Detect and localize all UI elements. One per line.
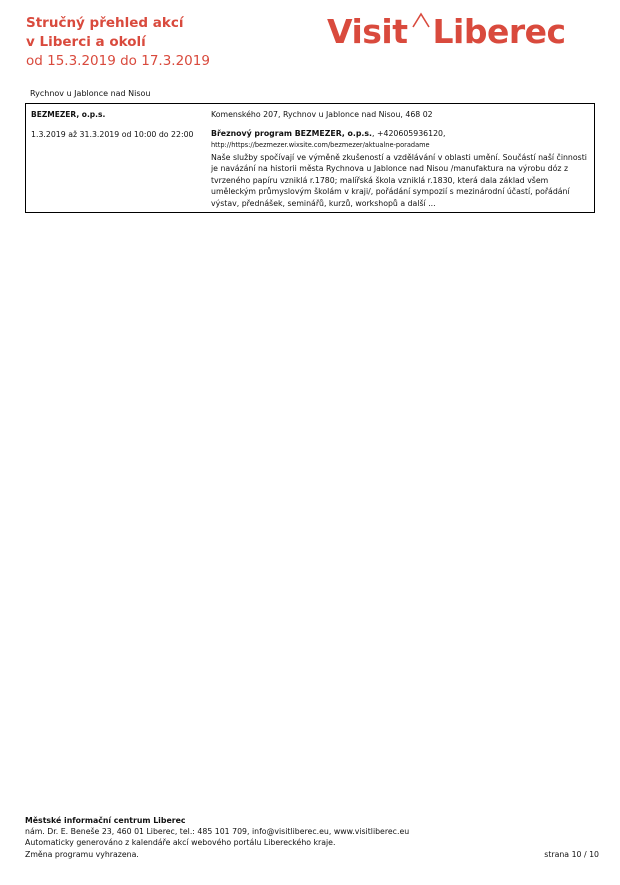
- program-phone: , +420605936120,: [372, 129, 446, 138]
- visit-liberec-logo: [327, 10, 599, 54]
- logo-word-liberec: Liberec: [432, 12, 566, 51]
- event-date: 1.3.2019 až 31.3.2019 od 10:00 do 22:00: [31, 130, 194, 139]
- event-program: [211, 129, 593, 138]
- town-heading: Rychnov u Jablonce nad Nisou: [30, 89, 151, 98]
- footer-note-generated: Automaticky generováno z kalendáře akcí webového portálu Libereckého kraje.: [25, 838, 336, 848]
- footer-address: nám. Dr. E. Beneše 23, 460 01 Liberec, tel.: 485 101 709, info@visitliberec.eu, www.visitliberec.eu: [25, 827, 410, 837]
- caret-icon: [412, 12, 430, 28]
- event-description: Naše služby spočívají ve výměně zkušeností a vzdělávání v oblasti umění. Součástí naší činnosti je navázání na historii města Rychnova u Jablonce nad Nisou /manufaktura na výrobu dóz z tvrzeného papíru vzniklá r.1780; malířská škola vzniklá r.1830, která dala základ všem uměleckým průmyslovým školám v kraji/, pořádání sympozií s mezinárodní účastí, pořádání výstav, přednášek, seminářů, kurzů, workshopů a další ...: [211, 153, 587, 208]
- date-range: od 15.3.2019 do 17.3.2019: [26, 53, 210, 69]
- event-url[interactable]: http://https://bezmezer.wixsite.com/bezmezer/aktualne-poradame: [211, 141, 430, 149]
- footer-note-change: Změna programu vyhrazena.: [25, 849, 139, 859]
- event-address: Komenského 207, Rychnov u Jablonce nad Nisou, 468 02: [211, 110, 433, 119]
- event-box: [25, 103, 595, 213]
- title-line-2: v Liberci a okolí: [26, 34, 146, 50]
- title-line-1: Stručný přehled akcí: [26, 15, 184, 31]
- page-number: strana 10 / 10: [544, 850, 599, 859]
- logo-word-visit: Visit: [327, 12, 408, 51]
- document-title: [26, 14, 316, 71]
- event-organizer: BEZMEZER, o.p.s.: [31, 110, 106, 119]
- footer-org-name: Městské informační centrum Liberec: [25, 816, 186, 825]
- program-title: Březnový program BEZMEZER, o.p.s.: [211, 129, 372, 138]
- footer: [25, 815, 595, 860]
